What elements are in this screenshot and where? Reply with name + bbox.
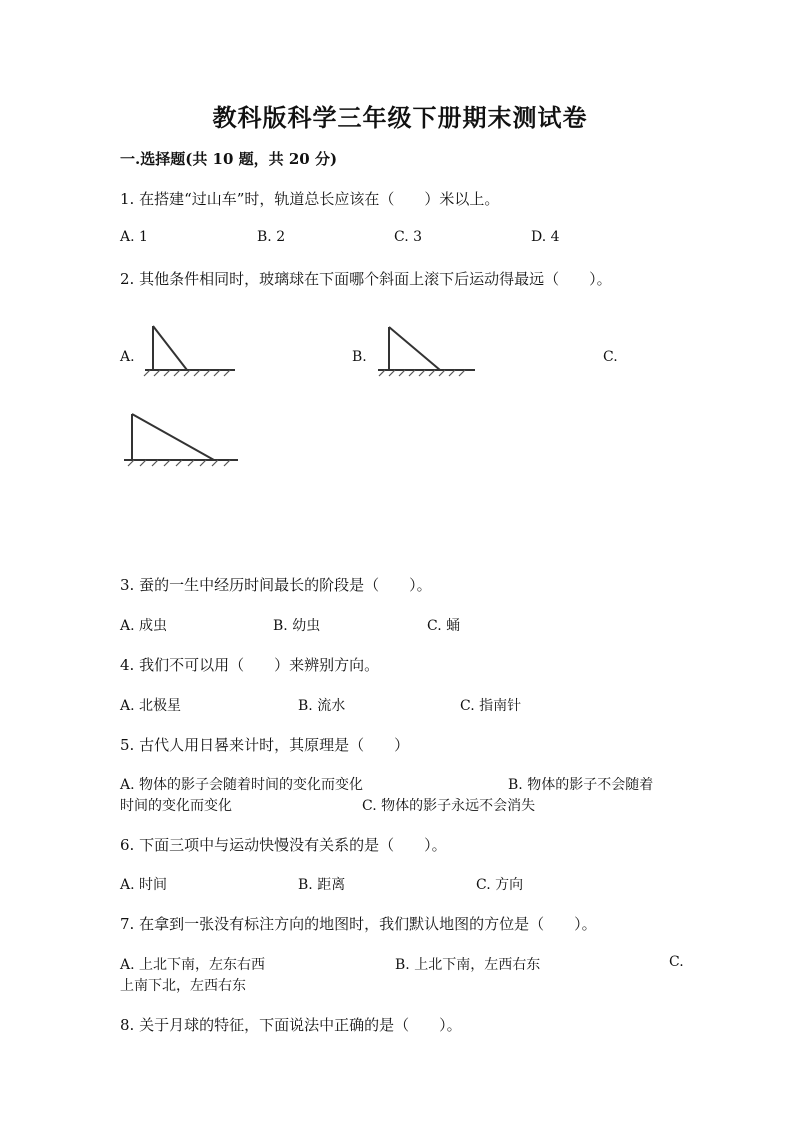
question-8-stem: 8. 关于月球的特征，下面说法中正确的是（ ）。 <box>120 1016 462 1034</box>
q4-option-b: B. 流水 <box>298 698 346 714</box>
slope-figure-b <box>375 322 480 382</box>
q3-option-c: C. 蛹 <box>427 618 461 634</box>
q1-option-b: B. 2 <box>257 229 286 245</box>
q2-option-c: C. <box>603 349 618 365</box>
question-5-stem: 5. 古代人用日晷来计时，其原理是（ ） <box>120 736 410 754</box>
section-heading: 一.选择题(共 10 题，共 20 分) <box>120 150 338 168</box>
slope-figure-a <box>140 322 240 382</box>
q2-option-a: A. <box>120 349 135 365</box>
page-title: 教科版科学三年级下册期末测试卷 <box>212 103 588 132</box>
q2-option-b: B. <box>352 349 367 365</box>
q5-option-a: A. 物体的影子会随着时间的变化而变化 <box>120 777 364 793</box>
q6-option-a: A. 时间 <box>120 877 168 893</box>
q7-option-c: C. <box>669 954 684 970</box>
q3-option-b: B. 幼虫 <box>273 618 321 634</box>
q5-option-b: B. 物体的影子不会随着 <box>508 777 654 793</box>
q7-option-c-continued: 上南下北，左西右东 <box>120 978 246 994</box>
q4-option-a: A. 北极星 <box>120 698 182 714</box>
q5-option-c: C. 物体的影子永远不会消失 <box>362 798 536 814</box>
q7-option-a: A. 上北下南，左东右西 <box>120 957 266 973</box>
slope-figure-c <box>122 408 242 470</box>
question-2-stem: 2. 其他条件相同时，玻璃球在下面哪个斜面上滚下后运动得最远（ ）。 <box>120 270 612 288</box>
q5-option-b-continued: 时间的变化而变化 <box>120 798 232 814</box>
question-6-stem: 6. 下面三项中与运动快慢没有关系的是（ ）。 <box>120 836 447 854</box>
question-3-stem: 3. 蚕的一生中经历时间最长的阶段是（ ）。 <box>120 576 432 594</box>
q6-option-b: B. 距离 <box>298 877 346 893</box>
q7-option-b: B. 上北下南，左西右东 <box>395 957 541 973</box>
q1-option-a: A. 1 <box>120 229 148 245</box>
question-7-stem: 7. 在拿到一张没有标注方向的地图时，我们默认地图的方位是（ ）。 <box>120 915 597 933</box>
q6-option-c: C. 方向 <box>476 877 524 893</box>
q3-option-a: A. 成虫 <box>120 618 168 634</box>
q1-option-c: C. 3 <box>394 229 423 245</box>
question-1-stem: 1. 在搭建“过山车”时，轨道总长应该在（ ）米以上。 <box>120 190 500 208</box>
q1-option-d: D. 4 <box>531 229 560 245</box>
q4-option-c: C. 指南针 <box>460 698 522 714</box>
question-4-stem: 4. 我们不可以用（ ）来辨别方向。 <box>120 656 380 674</box>
